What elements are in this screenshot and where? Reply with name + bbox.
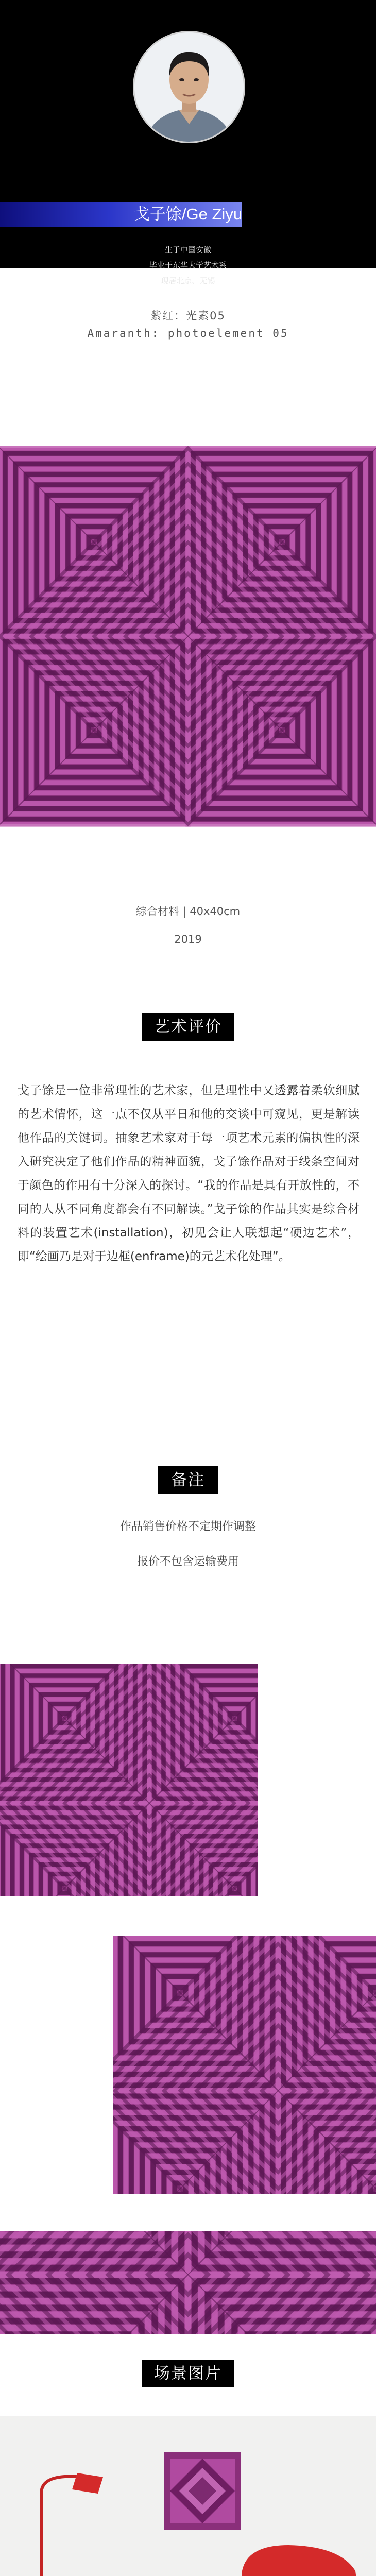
artist-portrait bbox=[134, 32, 244, 142]
year: 2019 bbox=[174, 933, 202, 945]
detail-pattern bbox=[0, 1664, 258, 1896]
detail-image-3 bbox=[0, 2231, 376, 2334]
notes bbox=[0, 1510, 376, 1580]
detail-image-1 bbox=[0, 1664, 258, 1896]
scene-image bbox=[0, 2416, 376, 2576]
review-text: 戈子馀是一位非常理性的艺术家，但是理性中又透露着柔软细腻的艺术情怀，这一点不仅从平日和他的交谈中可窥见，更是解读他作品的关键词。抽象艺术家对于每一项艺术元素的偏执性的深入研究决定了他们作品的精神面貌，戈子馀作品对于线条空间对于颜色的作用有十分深入的探讨。“我的作品是具有开放性的，不同的人从不同角度都会有不同解读。”戈子馀的作品其实是综合材料的装置艺术(installation)，初见会让人联想起“硬边艺术”，即“绘画乃是对于边框(enframe)的元艺术化处理”。 bbox=[18, 1084, 360, 1263]
work-title-cn: 紫红：光素05 bbox=[150, 310, 226, 322]
bio-line: 毕业于东华大学艺术系 bbox=[149, 261, 227, 270]
detail-image-2 bbox=[113, 1936, 376, 2194]
section-heading-review: 艺术评价 bbox=[142, 1013, 234, 1041]
note-line: 作品销售价格不定期作调整 bbox=[119, 1520, 256, 1533]
section-heading-scene: 场景图片 bbox=[142, 2360, 234, 2387]
artist-header bbox=[0, 0, 376, 285]
artwork-pattern bbox=[0, 350, 376, 860]
artwork-image bbox=[0, 350, 376, 860]
detail-pattern bbox=[0, 2231, 376, 2334]
scene-artwork bbox=[164, 2452, 241, 2530]
bio-line: 现居北京、无锡 bbox=[161, 276, 215, 285]
section-heading-notes: 备注 bbox=[158, 1466, 218, 1494]
detail-pattern bbox=[113, 1936, 376, 2194]
artist-bio bbox=[0, 242, 376, 289]
scene-illustration bbox=[0, 2416, 376, 2576]
artist-avatar bbox=[133, 31, 245, 143]
work-title-en: Amaranth: photoelement 05 bbox=[87, 327, 289, 340]
artist-name: 戈子馀/Ge Ziyu bbox=[133, 205, 243, 223]
work-title bbox=[0, 307, 376, 342]
note-line: 报价不包含运输费用 bbox=[136, 1555, 239, 1568]
bio-line: 生于中国安徽 bbox=[164, 245, 211, 255]
material-size: 综合材料 | 40x40cm bbox=[135, 905, 241, 918]
work-info bbox=[0, 897, 376, 953]
